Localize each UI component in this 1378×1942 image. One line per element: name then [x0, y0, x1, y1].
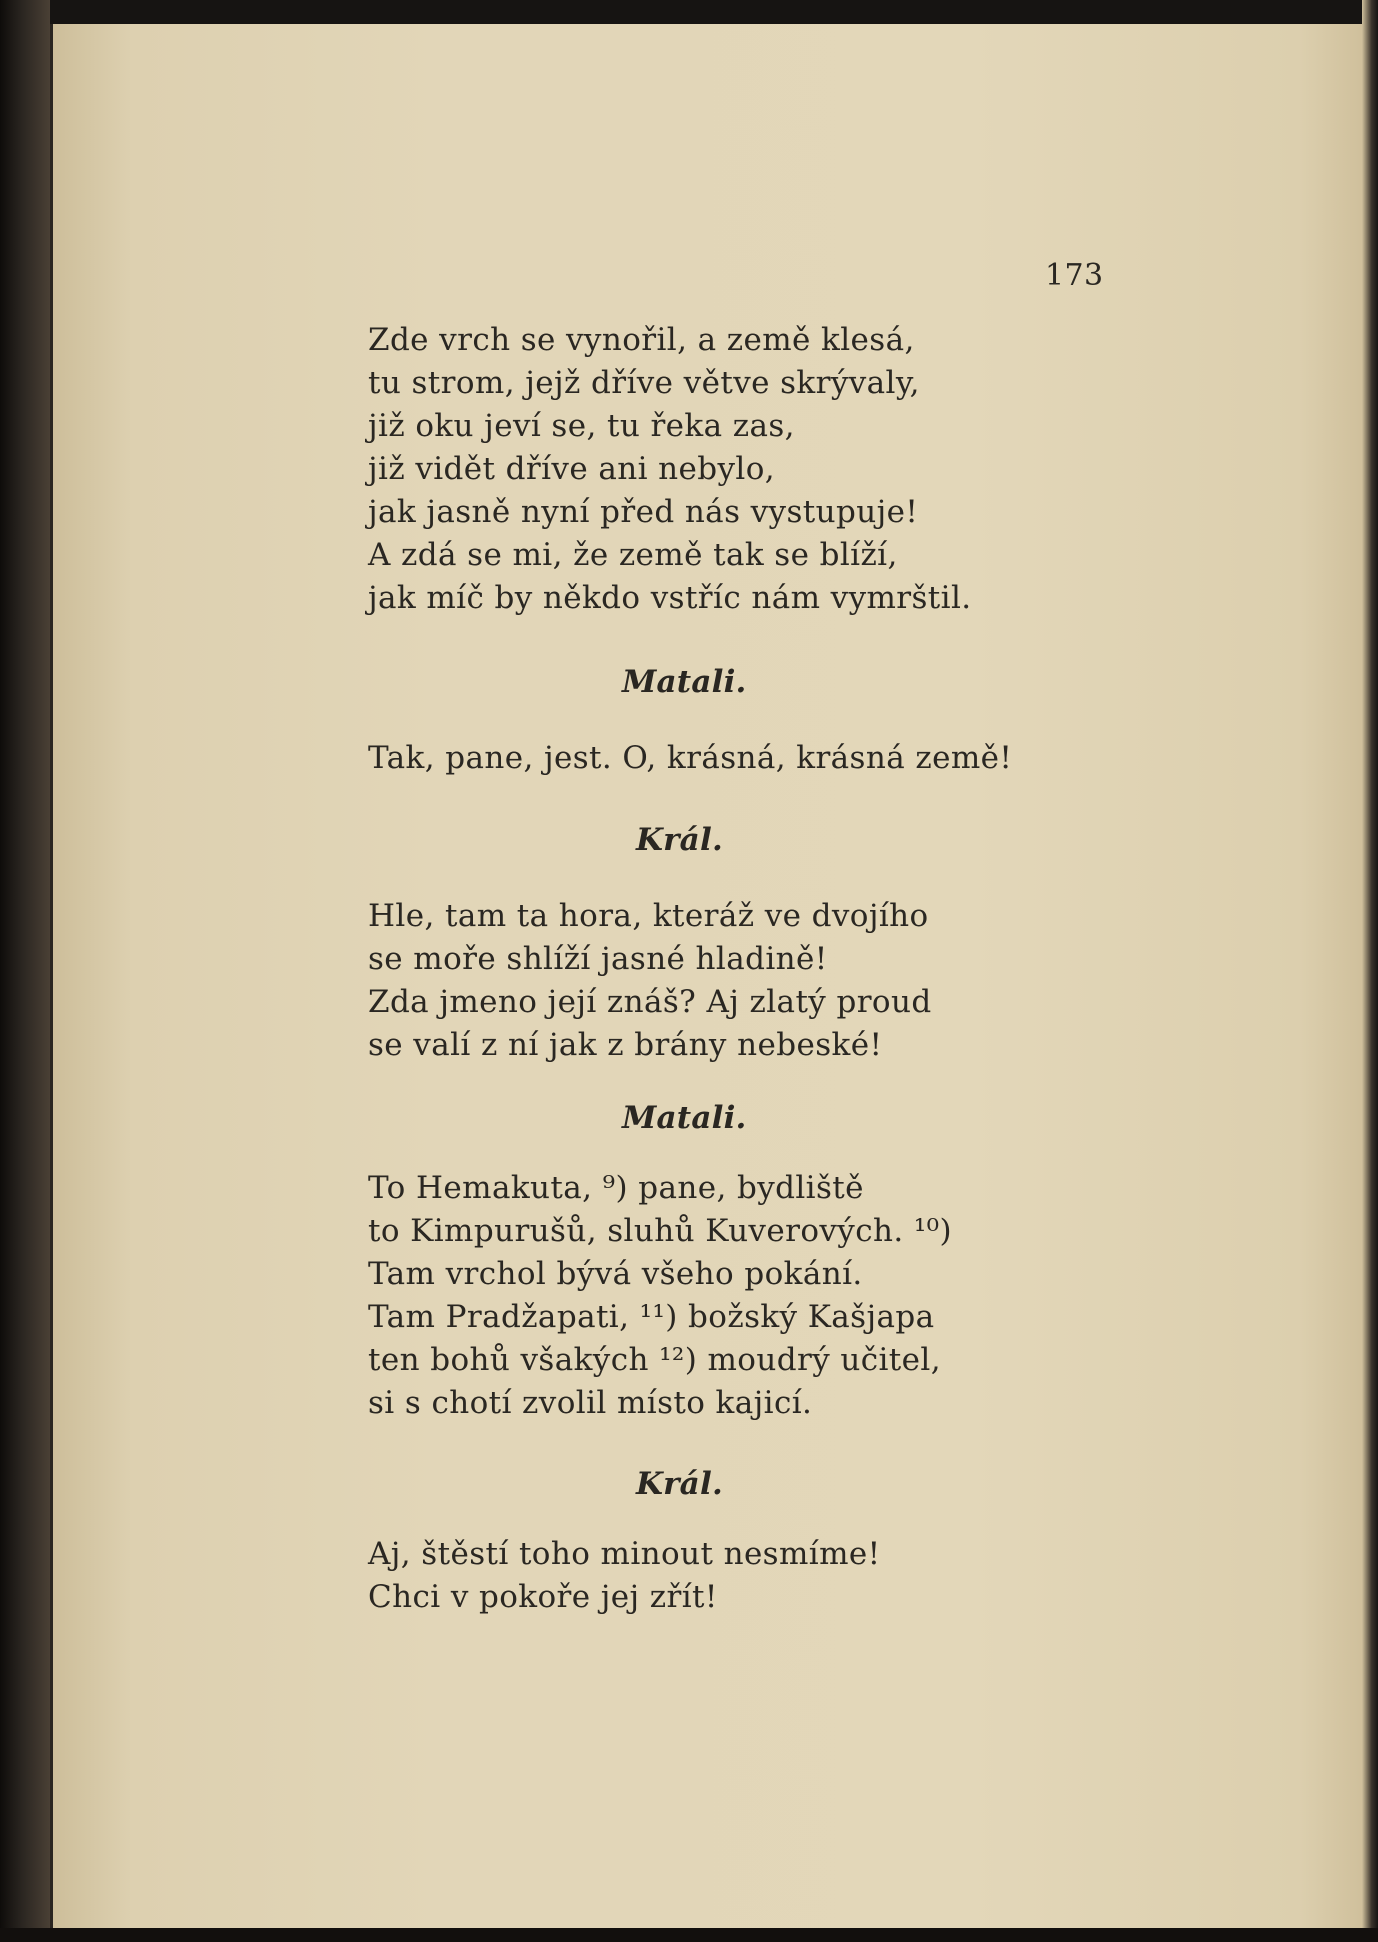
verse-line: již vidět dříve ani nebylo,: [368, 451, 776, 487]
verse-line: jak jasně nyní před nás vystupuje!: [368, 494, 919, 530]
speaker-name: Král.: [636, 1466, 723, 1502]
verse-line: ten bohů všakých ¹²) moudrý učitel,: [368, 1342, 941, 1378]
verse-line: Tam vrchol bývá všeho pokání.: [368, 1256, 863, 1292]
verse-line: Tak, pane, jest. O, krásná, krásná země!: [368, 740, 1013, 776]
verse-line: se moře shlíží jasné hladině!: [368, 941, 828, 977]
verse-line: A zdá se mi, že země tak se blíží,: [368, 537, 898, 573]
verse-line: tu strom, jejž dříve větve skrývaly,: [368, 365, 920, 401]
speaker-name: Král.: [636, 822, 723, 858]
verse-line: se valí z ní jak z brány nebeské!: [368, 1027, 883, 1063]
verse-line: již oku jeví se, tu řeka zas,: [368, 408, 795, 444]
verse-line: to Kimpurušů, sluhů Kuverových. ¹⁰): [368, 1213, 952, 1249]
verse-line: Chci v pokoře jej zřít!: [368, 1579, 718, 1615]
verse-line: To Hemakuta, ⁹) pane, bydliště: [368, 1170, 864, 1206]
verse-line: Zde vrch se vynořil, a země klesá,: [368, 322, 915, 358]
verse-line: Zda jmeno její znáš? Aj zlatý proud: [368, 984, 932, 1020]
verse-line: si s chotí zvolil místo kajicí.: [368, 1385, 813, 1421]
verse-line: Hle, tam ta hora, kteráž ve dvojího: [368, 898, 929, 934]
verse-line: Aj, štěstí toho minout nesmíme!: [368, 1536, 881, 1572]
verse-line: Tam Pradžapati, ¹¹) božský Kašjapa: [368, 1299, 935, 1335]
speaker-name: Matali.: [622, 664, 747, 700]
verse-line: jak míč by někdo vstříc nám vymrštil.: [368, 580, 972, 616]
speaker-name: Matali.: [622, 1100, 747, 1136]
page-number: 173: [1045, 258, 1104, 293]
